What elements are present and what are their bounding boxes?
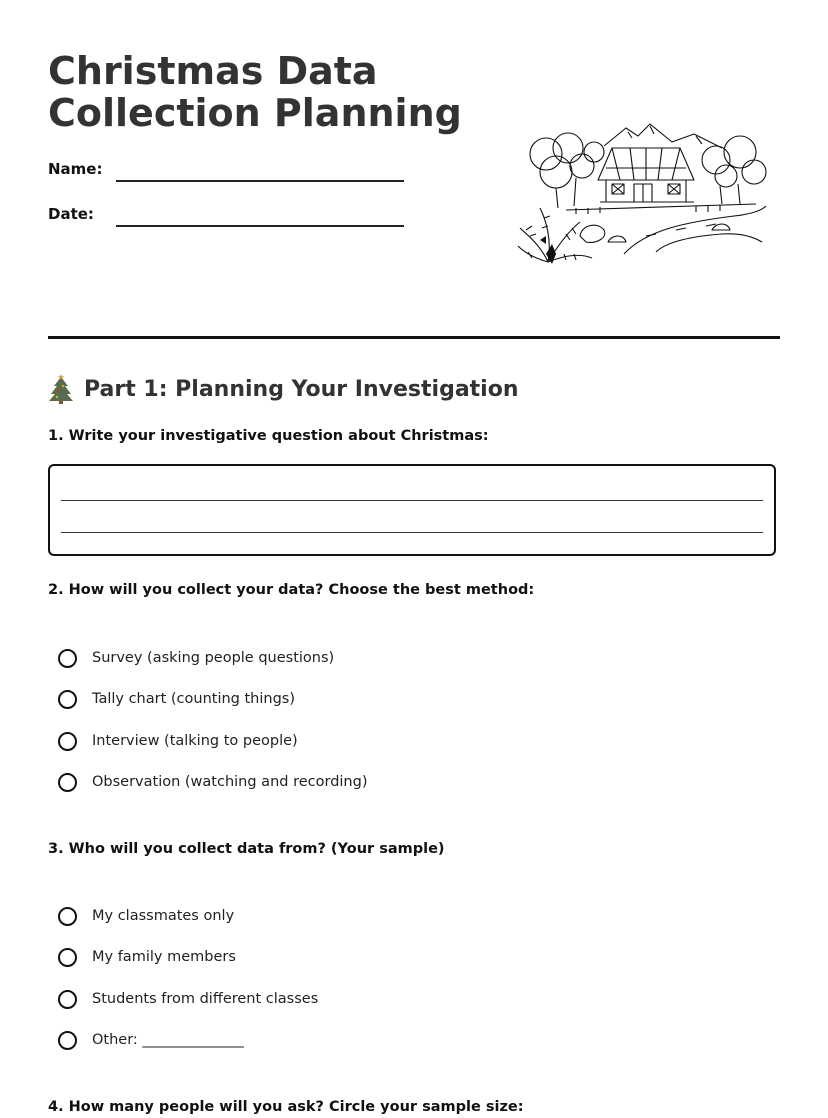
radio-button[interactable] <box>58 990 77 1009</box>
option-label: Survey (asking people questions) <box>92 650 335 666</box>
option-label: Interview (talking to people) <box>92 733 298 749</box>
q3-option-other[interactable] <box>58 1028 244 1052</box>
q2-option-interview[interactable] <box>58 729 298 753</box>
radio-button[interactable] <box>58 690 77 709</box>
option-label: Observation (watching and recording) <box>92 774 368 790</box>
option-label: My family members <box>92 949 236 965</box>
q2-option-tally-chart[interactable] <box>58 687 295 711</box>
date-line[interactable] <box>116 225 404 227</box>
q3-option-other-classes[interactable] <box>58 987 318 1011</box>
date-field[interactable] <box>48 205 408 229</box>
question-1: 1. Write your investigative question about Christmas: <box>48 428 489 444</box>
q2-option-survey[interactable] <box>58 646 334 670</box>
section-divider <box>48 336 780 339</box>
answer-line[interactable] <box>61 532 763 533</box>
radio-button[interactable] <box>58 948 77 967</box>
name-line[interactable] <box>116 180 404 182</box>
page-title: Christmas Data Collection Planning <box>48 49 462 135</box>
question-1-answer-box[interactable] <box>48 464 776 556</box>
option-label: Tally chart (counting things) <box>92 691 295 707</box>
option-label: Students from different classes <box>92 991 319 1007</box>
name-field[interactable] <box>48 160 408 184</box>
radio-button[interactable] <box>58 732 77 751</box>
tropical-house-illustration <box>516 118 776 268</box>
option-label: My classmates only <box>92 908 235 924</box>
question-4: 4. How many people will you ask? Circle your sample size: <box>48 1099 524 1115</box>
question-2: 2. How will you collect your data? Choose the best method: <box>48 582 535 598</box>
part1-heading-text: Part 1: Planning Your Investigation <box>84 376 519 402</box>
option-label: Other: ______________ <box>92 1032 244 1048</box>
radio-button[interactable] <box>58 1031 77 1050</box>
part1-heading <box>48 372 519 406</box>
q3-option-family[interactable] <box>58 945 236 969</box>
q2-option-observation[interactable] <box>58 770 367 794</box>
answer-line[interactable] <box>61 500 763 501</box>
question-3: 3. Who will you collect data from? (Your sample) <box>48 841 445 857</box>
radio-button[interactable] <box>58 649 77 668</box>
christmas-tree-icon <box>48 374 74 404</box>
date-label: Date: <box>48 205 94 223</box>
name-label: Name: <box>48 160 103 178</box>
q3-option-classmates[interactable] <box>58 904 234 928</box>
radio-button[interactable] <box>58 907 77 926</box>
radio-button[interactable] <box>58 773 77 792</box>
